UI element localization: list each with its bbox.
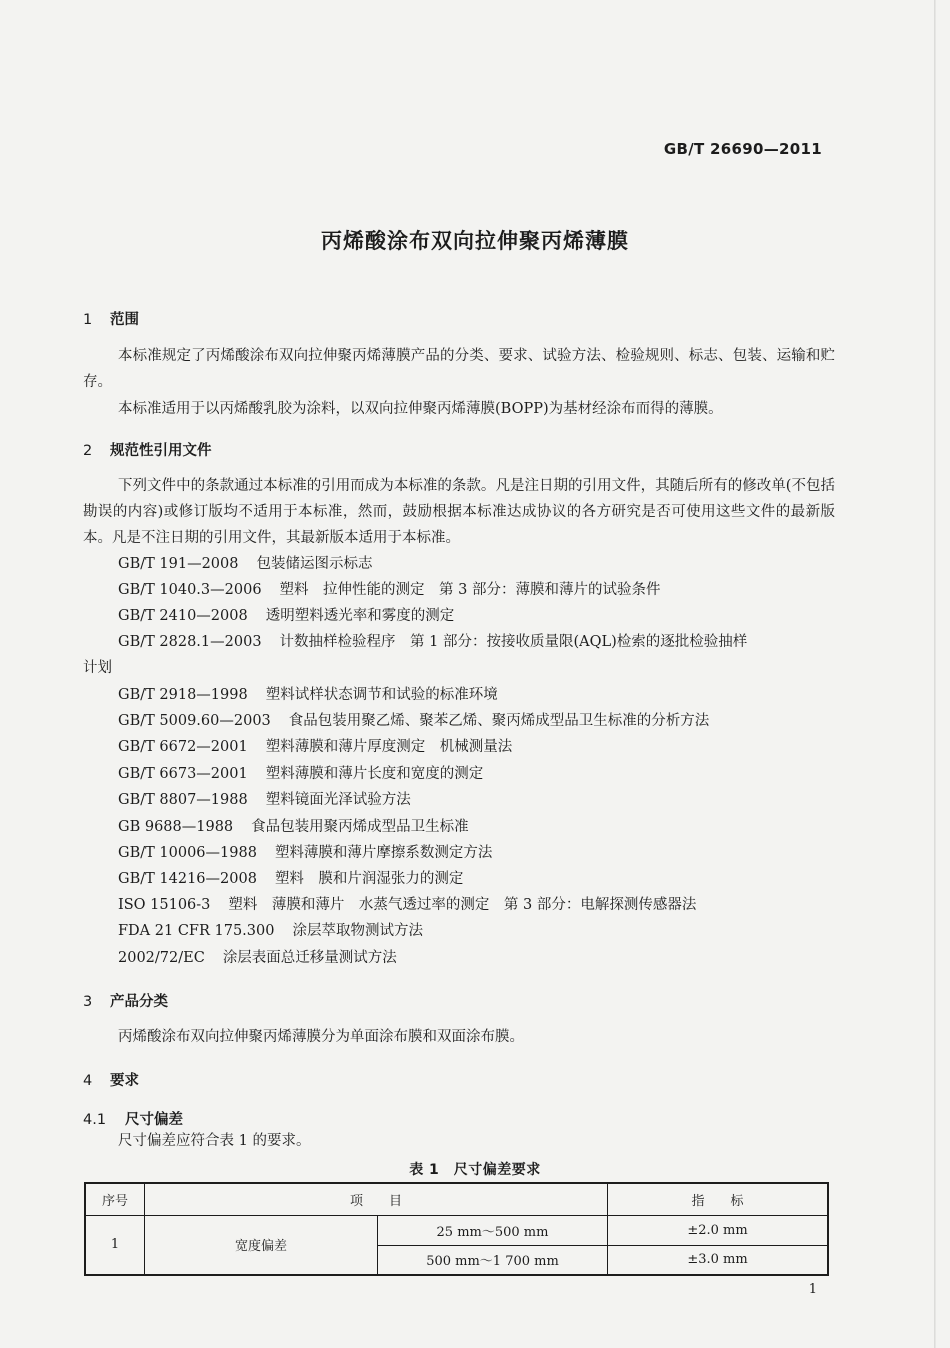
reference-item <box>118 608 454 625</box>
reference-code: GB/T 6673—2001 <box>118 766 248 782</box>
reference-item <box>118 634 747 651</box>
reference-code: GB/T 8807—1988 <box>118 792 248 808</box>
reference-item <box>118 845 492 862</box>
reference-item <box>118 871 463 888</box>
section-title: 范围 <box>110 312 139 328</box>
reference-title: 透明塑料透光率和雾度的测定 <box>265 608 455 624</box>
section-2-intro: 下列文件中的条款通过本标准的引用而成为本标准的条款。凡是注日期的引用文件，其随后所有的修改单(不包括勘误的内容)或修订版均不适用于本标准，然而，鼓励根据本标准达成协议的各方研究是否可使用这些文件的最新版本。凡是不注日期的引用文件，其最新版本适用于本标准。 <box>83 478 835 546</box>
reference-code: GB/T 6672—2001 <box>118 739 248 755</box>
reference-code: GB/T 2918—1998 <box>118 687 248 703</box>
reference-code: GB/T 2828.1—2003 <box>118 634 262 650</box>
reference-item <box>118 556 372 573</box>
page-edge <box>934 0 936 1348</box>
reference-code: GB/T 1040.3—2006 <box>118 582 262 598</box>
reference-code: GB/T 5009.60—2003 <box>118 713 271 729</box>
reference-title: 涂层表面总迁移量测试方法 <box>222 950 397 966</box>
reference-title: 塑料薄膜和薄片厚度测定 机械测量法 <box>265 739 513 755</box>
reference-item <box>118 739 512 756</box>
reference-code: FDA 21 CFR 175.300 <box>118 923 275 939</box>
subsection-4-1-paragraph: 尺寸偏差应符合表 1 的要求。 <box>118 1133 311 1149</box>
section-title: 规范性引用文件 <box>110 443 212 459</box>
section-number: 4 <box>83 1073 93 1089</box>
reference-item <box>118 766 483 783</box>
reference-item <box>118 897 696 914</box>
reference-title: 塑料镜面光泽试验方法 <box>265 792 411 808</box>
reference-title: 塑料薄膜和薄片长度和宽度的测定 <box>265 766 484 782</box>
page-number: 1 <box>808 1282 817 1297</box>
section-number: 3 <box>83 994 93 1010</box>
table-row <box>85 1215 828 1245</box>
dimension-deviation-table <box>84 1182 829 1276</box>
subsection-4-1-heading <box>83 1108 183 1129</box>
section-title: 要求 <box>110 1073 139 1089</box>
cell-value: ±3.0 mm <box>608 1245 829 1275</box>
standard-number: GB/T 26690—2011 <box>663 140 822 158</box>
table-header-row <box>85 1183 828 1215</box>
reference-title: 塑料 膜和片润湿张力的测定 <box>274 871 464 887</box>
cell-seq: 1 <box>85 1215 145 1275</box>
header-item: 项 目 <box>145 1183 608 1215</box>
reference-code: ISO 15106-3 <box>118 897 211 913</box>
header-index: 指 标 <box>608 1183 829 1215</box>
section-3-paragraph: 丙烯酸涂布双向拉伸聚丙烯薄膜分为单面涂布膜和双面涂布膜。 <box>118 1029 524 1045</box>
section-1-paragraph-1: 本标准规定了丙烯酸涂布双向拉伸聚丙烯薄膜产品的分类、要求、试验方法、检验规则、标志、包装、运输和贮存。 <box>83 348 835 390</box>
reference-item <box>118 950 397 967</box>
reference-title: 包装储运图示标志 <box>256 556 373 572</box>
header-seq: 序号 <box>85 1183 145 1215</box>
reference-title: 塑料试样状态调节和试验的标准环境 <box>265 687 498 703</box>
reference-code: GB/T 10006—1988 <box>118 845 257 861</box>
subsection-title: 尺寸偏差 <box>125 1112 183 1128</box>
reference-title: 塑料 薄膜和薄片 水蒸气透过率的测定 第 3 部分：电解探测传感器法 <box>228 897 697 913</box>
reference-title: 塑料薄膜和薄片摩擦系数测定方法 <box>274 845 493 861</box>
section-2-heading <box>83 439 212 460</box>
reference-code: GB 9688—1988 <box>118 819 234 835</box>
reference-item <box>118 687 498 704</box>
cell-range: 25 mm～500 mm <box>378 1215 608 1245</box>
reference-title: 食品包装用聚丙烯成型品卫生标准 <box>251 819 469 835</box>
section-1-paragraph-2: 本标准适用于以丙烯酸乳胶为涂料，以双向拉伸聚丙烯薄膜(BOPP)为基材经涂布而得的薄膜。 <box>118 401 723 417</box>
reference-item <box>118 819 469 836</box>
section-1-heading <box>83 308 139 329</box>
cell-value: ±2.0 mm <box>608 1215 829 1245</box>
section-number: 1 <box>83 312 93 328</box>
reference-item <box>118 923 423 940</box>
reference-title: 涂层萃取物测试方法 <box>292 923 423 939</box>
section-title: 产品分类 <box>110 994 168 1010</box>
section-4-heading <box>83 1069 139 1090</box>
reference-code: GB/T 191—2008 <box>118 556 239 572</box>
cell-item: 宽度偏差 <box>145 1215 378 1275</box>
cell-range: 500 mm～1 700 mm <box>378 1245 608 1275</box>
reference-code: GB/T 14216—2008 <box>118 871 257 887</box>
section-3-heading <box>83 990 168 1011</box>
reference-item <box>118 582 661 599</box>
reference-code: GB/T 2410—2008 <box>118 608 248 624</box>
document-title: 丙烯酸涂布双向拉伸聚丙烯薄膜 <box>321 229 629 253</box>
subsection-number: 4.1 <box>83 1112 107 1128</box>
reference-title: 塑料 拉伸性能的测定 第 3 部分：薄膜和薄片的试验条件 <box>279 582 661 598</box>
reference-code: 2002/72/EC <box>118 950 205 966</box>
reference-title: 食品包装用聚乙烯、聚苯乙烯、聚丙烯成型品卫生标准的分析方法 <box>288 713 710 729</box>
table-caption: 表 1 尺寸偏差要求 <box>409 1162 541 1178</box>
section-number: 2 <box>83 443 93 459</box>
reference-item <box>118 713 709 730</box>
reference-title: 计数抽样检验程序 第 1 部分：按接收质量限(AQL)检索的逐批检验抽样 <box>279 634 748 650</box>
reference-item <box>118 792 411 809</box>
reference-continuation: 计划 <box>83 660 112 676</box>
